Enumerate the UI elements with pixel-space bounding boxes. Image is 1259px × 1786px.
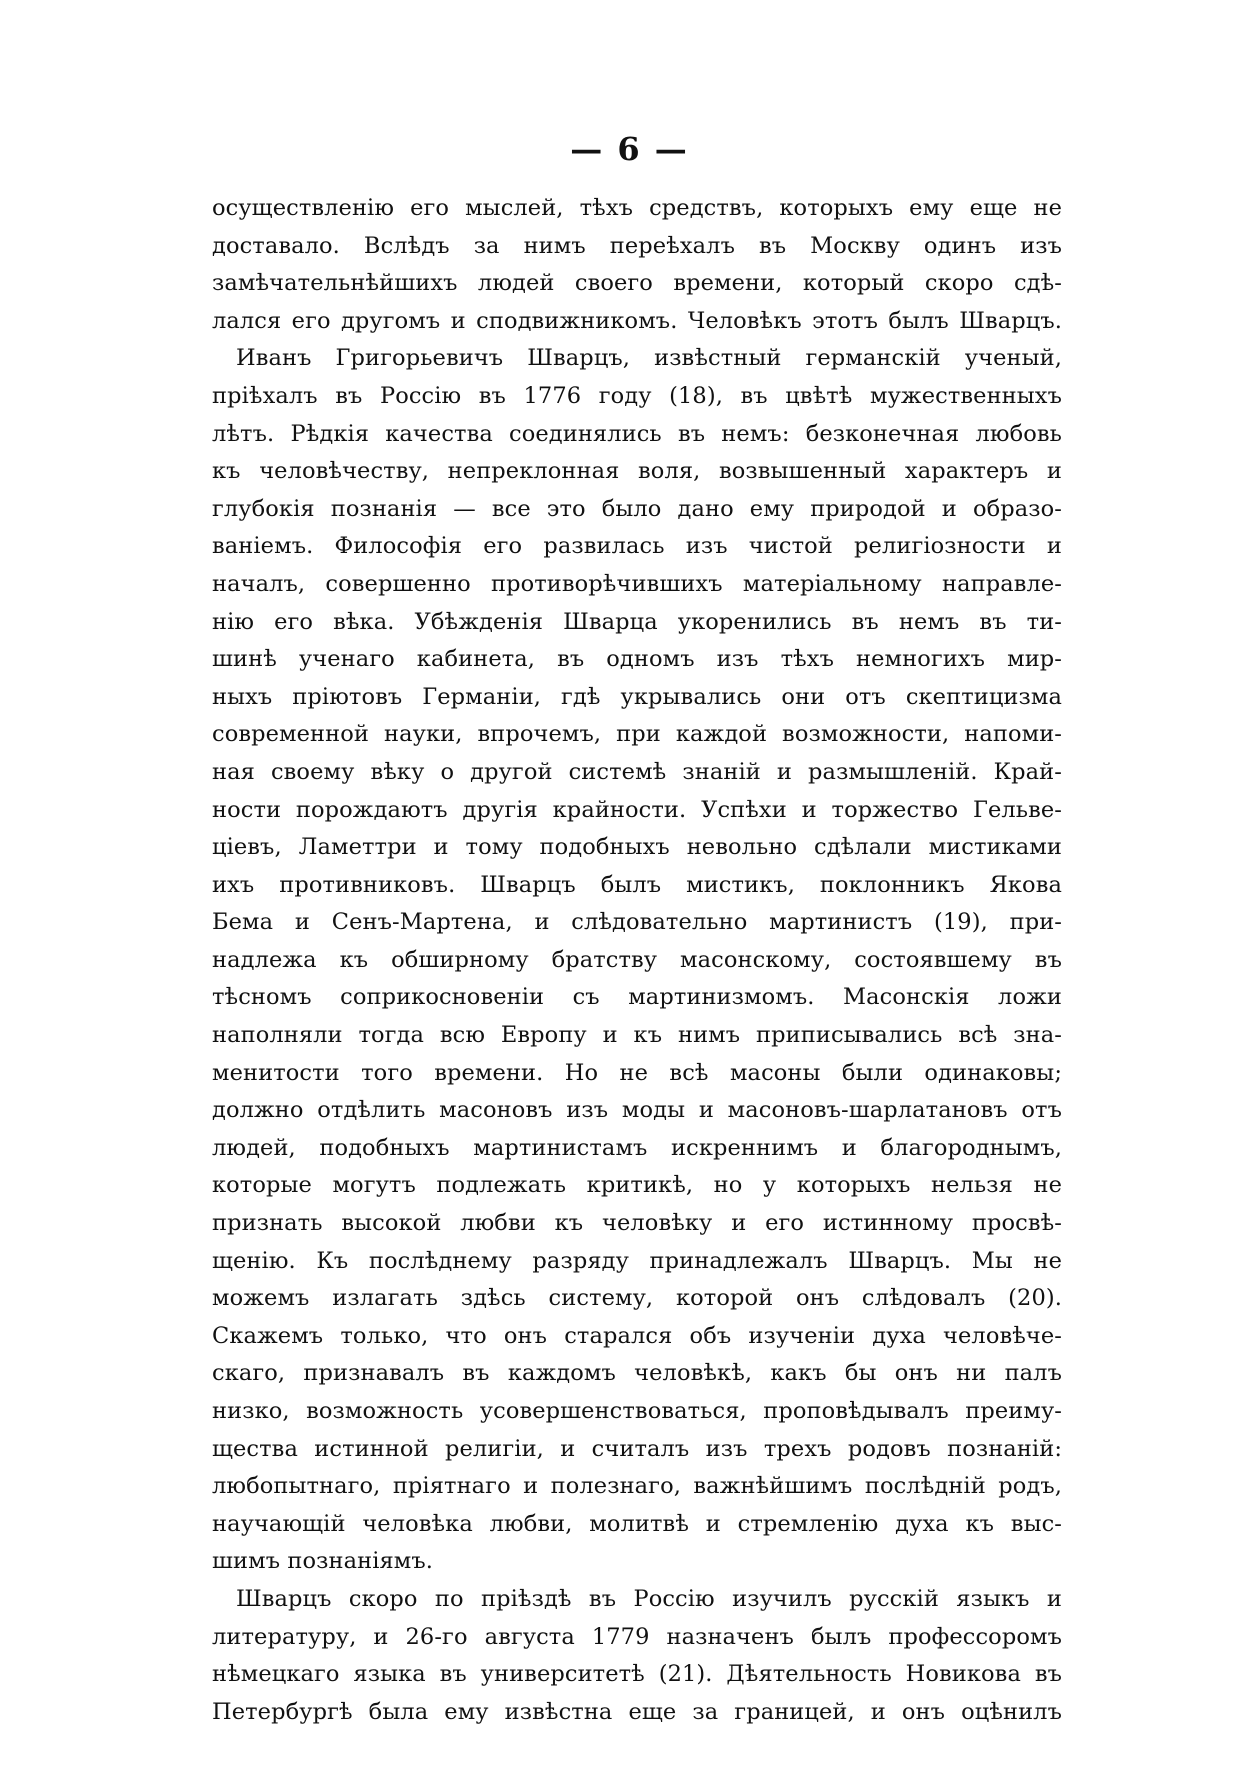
text-line: литературу, и 26-го августа 1779 назначенъ былъ профессоромъ: [212, 1623, 1062, 1650]
text-line: нѣмецкаго языка въ университетѣ (21). Дѣятельность Новикова въ: [212, 1661, 1062, 1688]
text-line: людей, подобныхъ мартинистамъ искреннимъ и благороднымъ,: [212, 1134, 1062, 1161]
page-number: — 6 —: [570, 130, 689, 168]
paragraph-start-line: Иванъ Григорьевичъ Шварцъ, извѣстный германскій ученый,: [236, 345, 1062, 372]
text-line: нію его вѣка. Убѣжденія Шварца укоренились въ немъ въ ти-: [212, 608, 1062, 635]
text-line: началъ, совершенно противорѣчившихъ матеріальному направле-: [212, 570, 1062, 597]
paragraph-end-line: шимъ познаніямъ.: [212, 1548, 434, 1575]
text-line: менитости того времени. Но не всѣ масоны были одинаковы;: [212, 1059, 1062, 1086]
text-line: осуществленію его мыслей, тѣхъ средствъ, которыхъ ему еще не: [212, 195, 1062, 221]
text-line: ности порождаютъ другія крайности. Успѣхи и торжество Гельве-: [212, 796, 1062, 823]
text-line: научающій человѣка любви, молитвѣ и стремленію духа къ выс-: [212, 1510, 1062, 1537]
text-line: должно отдѣлить масоновъ изъ моды и масоновъ-шарлатановъ отъ: [212, 1097, 1062, 1124]
text-line: замѣчательнѣйшихъ людей своего времени, который скоро сдѣ-: [212, 270, 1062, 297]
text-line: ная своему вѣку о другой системѣ знаній и размышленій. Край-: [212, 758, 1062, 785]
text-line: лѣтъ. Рѣдкія качества соединялись въ немъ: безконечная любовь: [212, 420, 1062, 447]
text-line: признать высокой любви къ человѣку и его истинному просвѣ-: [212, 1210, 1062, 1237]
text-line: скаго, признавалъ въ каждомъ человѣкѣ, какъ бы онъ ни палъ: [212, 1360, 1062, 1387]
text-line: любопытнаго, пріятнаго и полезнаго, важнѣйшимъ послѣдній родъ,: [212, 1473, 1062, 1500]
text-line: Скажемъ только, что онъ старался объ изученіи духа человѣче-: [212, 1322, 1062, 1349]
text-line: ныхъ пріютовъ Германіи, гдѣ укрывались они отъ скептицизма: [212, 683, 1062, 710]
text-line: современной науки, впрочемъ, при каждой возможности, напоми-: [212, 721, 1062, 748]
text-line: низко, возможность усовершенствоваться, проповѣдывалъ преиму-: [212, 1398, 1062, 1424]
text-line: ихъ противниковъ. Шварцъ былъ мистикъ, поклонникъ Якова: [212, 871, 1062, 898]
text-line: шинѣ ученаго кабинета, въ одномъ изъ тѣхъ немногихъ мир-: [212, 646, 1062, 673]
text-line: щенію. Къ послѣднему разряду принадлежалъ Шварцъ. Мы не: [212, 1247, 1062, 1274]
text-line: можемъ излагать здѣсь систему, которой онъ слѣдовалъ (20).: [212, 1285, 1062, 1312]
text-line: тѣсномъ соприкосновеніи съ мартинизмомъ. Масонскія ложи: [212, 984, 1062, 1011]
text-line: доставало. Вслѣдъ за нимъ переѣхалъ въ Москву одинъ изъ: [212, 232, 1062, 259]
text-line: лался его другомъ и сподвижникомъ. Человѣкъ этотъ былъ Шварцъ.: [212, 307, 1062, 334]
text-line: ваніемъ. Философія его развилась изъ чистой религіозности и: [212, 533, 1062, 560]
text-line: которые могутъ подлежать критикѣ, но у которыхъ нельзя не: [212, 1172, 1062, 1199]
text-line: наполняли тогда всю Европу и къ нимъ приписывались всѣ зна-: [212, 1022, 1062, 1049]
paragraph-start-line: Шварцъ скоро по пріѣздѣ въ Россію изучилъ русскій языкъ и: [236, 1585, 1062, 1612]
text-line: глубокія познанія — все это было дано ему природой и образо-: [212, 495, 1062, 522]
text-line: щества истинной религіи, и считалъ изъ трехъ родовъ познаній:: [212, 1435, 1062, 1462]
text-line: Петербургѣ была ему извѣстна еще за границей, и онъ оцѣнилъ: [212, 1698, 1062, 1725]
text-line: пріѣхалъ въ Россію въ 1776 году (18), въ цвѣтѣ мужественныхъ: [212, 382, 1062, 409]
text-line: надлежа къ обширному братству масонскому, состоявшему въ: [212, 946, 1062, 973]
body-text: [212, 190, 1062, 1731]
text-line: ціевъ, Ламеттри и тому подобныхъ невольно сдѣлали мистиками: [212, 834, 1062, 861]
text-line: Бема и Сенъ-Мартена, и слѣдовательно мартинистъ (19), при-: [212, 909, 1062, 936]
text-line: къ человѣчеству, непреклонная воля, возвышенный характеръ и: [212, 458, 1062, 485]
